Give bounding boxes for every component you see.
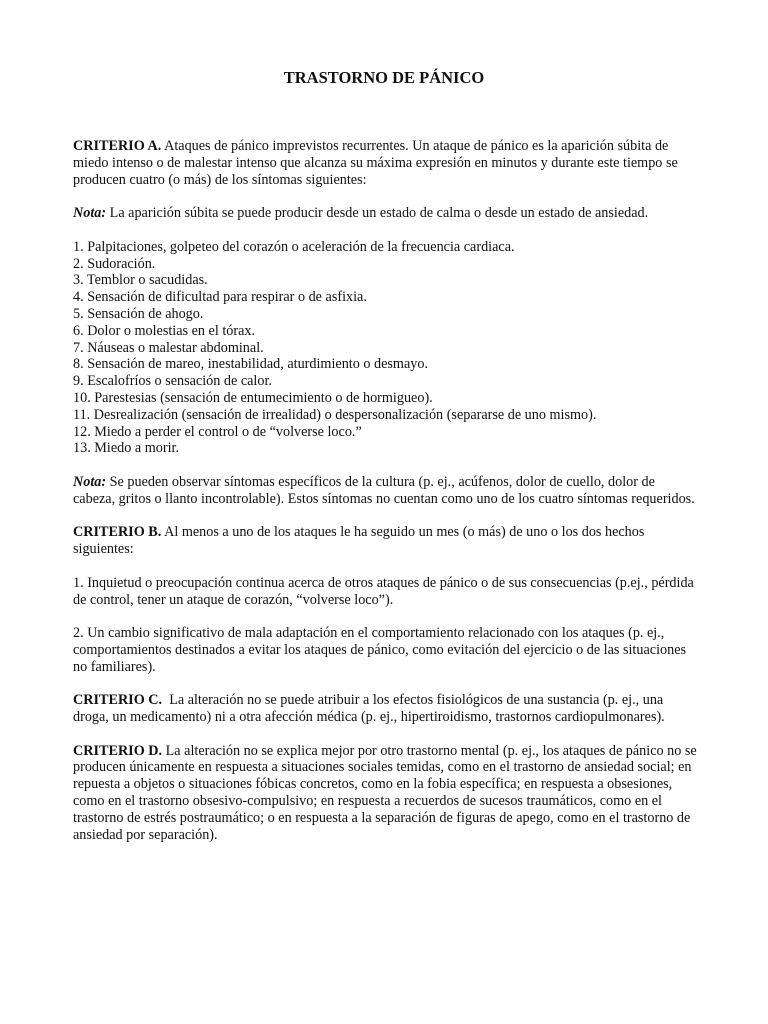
list-item: 7. Náuseas o malestar abdominal. (73, 339, 264, 356)
page-title: TRASTORNO DE PÁNICO (283, 68, 485, 87)
list-item: 2. Sudoración. (73, 255, 156, 272)
criterio-d-label: CRITERIO D. (73, 742, 163, 759)
nota-2-label: Nota: (73, 473, 107, 490)
criterio-b-text: Al menos a uno de los ataques le ha seguido un mes (o más) de uno o los dos hechos siguientes: (73, 524, 645, 558)
list-item: 10. Parestesias (sensación de entumecimiento o de hormigueo). (73, 389, 433, 406)
nota-1-label: Nota: (73, 205, 107, 222)
document-body (73, 138, 698, 843)
list-item: 4. Sensación de dificultad para respirar o de asfixia. (73, 289, 367, 306)
criterio-d-paragraph (73, 743, 698, 844)
list-item: 12. Miedo a perder el control o de “volverse loco.” (73, 423, 362, 440)
nota-1-paragraph (73, 205, 698, 222)
nota-1-text: La aparición súbita se puede producir desde un estado de calma o desde un estado de ansiedad. (109, 205, 649, 222)
list-item: 1. Palpitaciones, golpeteo del corazón o aceleración de la frecuencia cardiaca. (73, 238, 515, 255)
criterio-b-paragraph (73, 524, 698, 558)
list-item: 9. Escalofríos o sensación de calor. (73, 373, 272, 390)
nota-2-text: Se pueden observar síntomas específicos de la cultura (p. ej., acúfenos, dolor de cuello, dolor de cabeza, gritos o llanto incontrolable). Estos síntomas no cuentan como uno de los cuatro síntomas requeridos. (73, 473, 695, 507)
list-item: 3. Temblor o sacudidas. (73, 272, 208, 289)
criterio-a-label: CRITERIO A. (73, 138, 162, 154)
list-item: 5. Sensación de ahogo. (73, 305, 204, 322)
criterio-b-label: CRITERIO B. (73, 524, 162, 541)
criterio-c-paragraph (73, 692, 698, 726)
list-item: 6. Dolor o molestias en el tórax. (73, 322, 256, 339)
criterio-a-paragraph (73, 138, 698, 188)
list-item: 11. Desrealización (sensación de irrealidad) o despersonalización (separarse de uno mismo). (73, 406, 597, 423)
list-item: 8. Sensación de mareo, inestabilidad, aturdimiento o desmayo. (73, 356, 428, 373)
nota-2-paragraph (73, 474, 698, 508)
criterio-a-text: Ataques de pánico imprevistos recurrentes. Un ataque de pánico es la aparición súbita de miedo intenso o de malestar intenso que alcanza su máxima expresión en minutos y durante este tiempo se producen cuatro (o más) de los síntomas siguientes: (73, 138, 678, 188)
criterio-c-label: CRITERIO C. (73, 692, 163, 709)
criterio-b-item-1: 1. Inquietud o preocupación continua acerca de otros ataques de pánico o de sus consecuencias (p.ej., pérdida de control, tener un ataque de corazón, “volverse loco”). (73, 574, 694, 608)
criterio-c-text: La alteración no se puede atribuir a los efectos fisiológicos de una sustancia (p. ej., una droga, un medicamento) ni a otra afección médica (p. ej., hipertiroidismo, trastornos cardiopulmonares). (73, 692, 665, 726)
criterio-b-item-2: 2. Un cambio significativo de mala adaptación en el comportamiento relacionado con los ataques (p. ej., comportamientos destinados a evitar los ataques de pánico, como evitación del ejercicio o de las situaciones no familiares). (73, 625, 687, 675)
list-item: 13. Miedo a morir. (73, 440, 179, 457)
symptom-list (73, 239, 698, 457)
criterio-d-text: La alteración no se explica mejor por otro trastorno mental (p. ej., los ataques de pánico no se producen únicamente en respuesta a situaciones sociales temidas, como en el trastorno de ansiedad social; en repuesta a objetos o situaciones fóbicas concretos, como en la fobia específica; en respuesta a obsesiones, como en el trastorno obsesivo-compulsivo; en respuesta a recuerdos de sucesos traumáticos, como en el trastorno de estrés postraumático; o en respuesta a la separación de figuras de apego, como en el trastorno de ansiedad por separación). (73, 742, 697, 843)
